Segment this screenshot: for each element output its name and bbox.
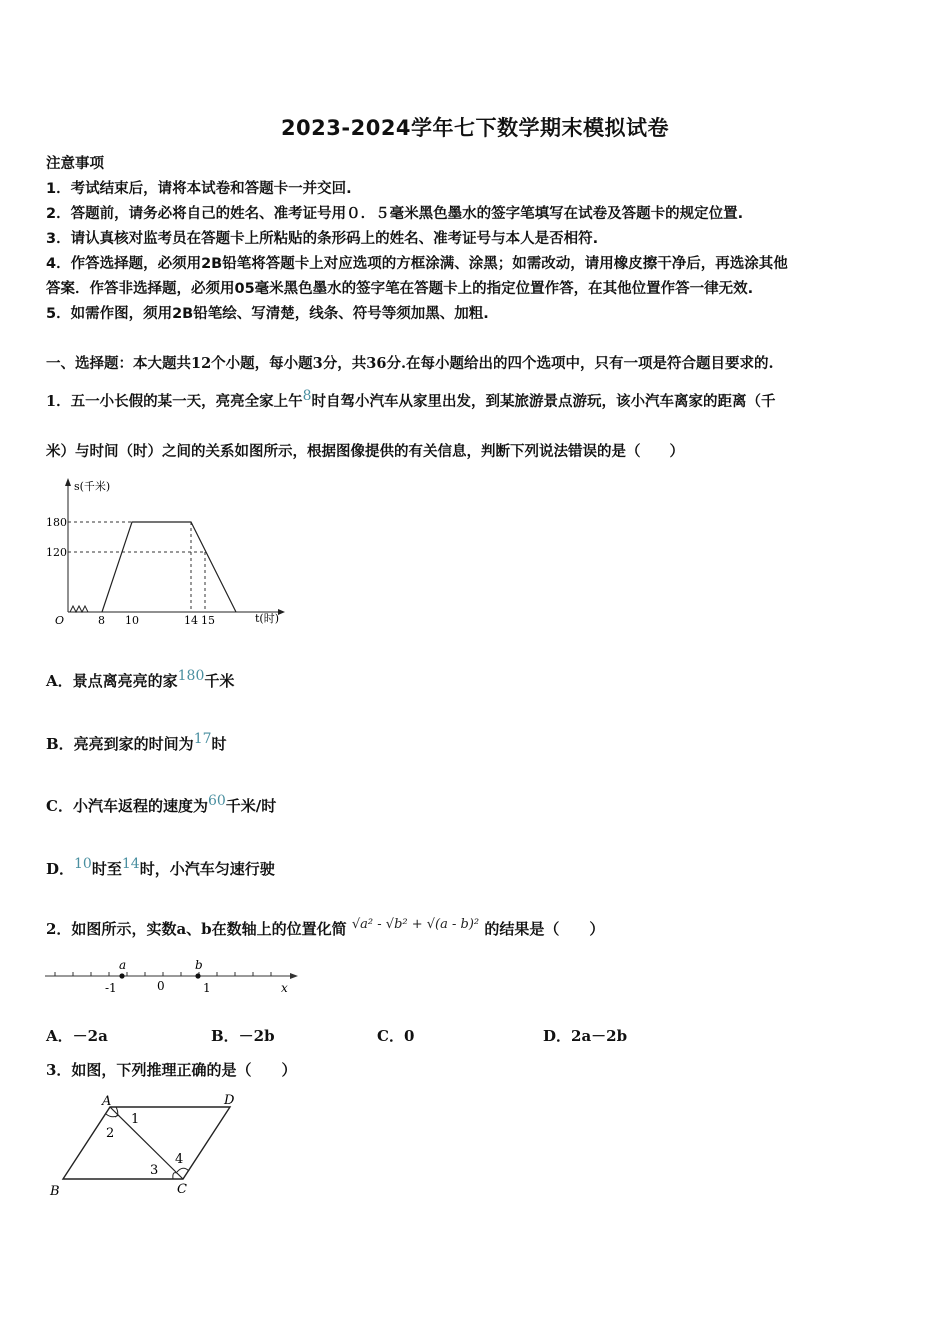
- q1-option-a-unit: 千米: [204, 672, 235, 690]
- ytick-120: 120: [46, 546, 67, 559]
- angle-label-1: 1: [131, 1112, 140, 1127]
- q1-option-b-value: 17: [193, 731, 212, 747]
- tick-label-1: 1: [203, 981, 211, 995]
- axis-x-label: x: [281, 981, 288, 995]
- q2-text-b: 的结果是（ ）: [484, 920, 605, 938]
- xtick-14: 14: [184, 614, 198, 627]
- q1-option-c-value: 60: [207, 793, 226, 809]
- q1-line2: 米）与时间（时）之间的关系如图所示，根据图像提供的有关信息，判断下列说法错误的是（ ）: [46, 443, 684, 460]
- vertex-d: D: [224, 1093, 235, 1108]
- q1-distance-time-graph: [40, 472, 300, 632]
- q3-parallelogram-figure: [40, 1085, 260, 1205]
- xtick-10: 10: [125, 614, 139, 627]
- q2-option-c[interactable]: C．0: [377, 1027, 415, 1045]
- q1-option-c-text: C．小汽车返程的速度为: [46, 797, 208, 815]
- q1-option-d-prefix: D．: [46, 860, 75, 878]
- tick-label-0: 0: [157, 979, 165, 993]
- notice-item-3: 3．请认真核对监考员在答题卡上所粘贴的条形码上的姓名、准考证号与本人是否相符.: [46, 231, 599, 247]
- q2-number-line: [40, 958, 310, 1000]
- point-a: [119, 973, 124, 978]
- y-axis-arrow: [65, 478, 71, 486]
- label-b: b: [195, 958, 203, 972]
- vertex-b: B: [50, 1184, 60, 1199]
- distance-line: [102, 522, 236, 612]
- q1-text-a: 1．五一小长假的某一天，亮亮全家上午: [46, 393, 303, 410]
- number-line-ticks: [55, 972, 271, 976]
- notice-heading: 注意事项: [46, 156, 104, 172]
- xtick-8: 8: [98, 614, 105, 627]
- q1-line1: [46, 390, 776, 411]
- q1-option-a-text: A．景点离亮亮的家: [46, 672, 178, 690]
- vertex-a: A: [102, 1094, 112, 1109]
- q2-option-d[interactable]: D．2a－2b: [543, 1027, 628, 1045]
- q1-option-c-unit: 千米/时: [225, 797, 277, 815]
- axis-break-zigzag: [70, 606, 88, 612]
- notice-item-4-cont: 答案．作答非选择题，必须用05毫米黑色墨水的签字笔在答题卡上的指定位置作答，在其他位置作答一律无效.: [46, 281, 754, 297]
- x-axis-arrow: [278, 609, 285, 615]
- q1-option-d-value-1: 10: [74, 856, 92, 872]
- q2-line: [46, 918, 604, 939]
- graph-ylabel: s(千米): [74, 480, 111, 493]
- q1-option-b-text: B．亮亮到家的时间为: [46, 735, 194, 753]
- q1-option-a-value: 180: [177, 668, 205, 684]
- q1-option-d[interactable]: [46, 858, 275, 879]
- notice-item-1: 1．考试结束后，请将本试卷和答题卡一并交回.: [46, 181, 352, 197]
- notice-item-5: 5．如需作图，须用2B铅笔绘、写清楚，线条、符号等须加黑、加粗.: [46, 306, 489, 322]
- page-title: 2023-2024学年七下数学期末模拟试卷: [280, 116, 670, 140]
- angle-label-4: 4: [175, 1152, 184, 1167]
- label-a: a: [119, 958, 127, 972]
- q1-option-d-value-2: 14: [121, 856, 140, 872]
- q1-option-b-unit: 时: [211, 735, 227, 753]
- angle-label-2: 2: [106, 1126, 115, 1141]
- angle-label-3: 3: [150, 1163, 159, 1178]
- notice-item-4: 4．作答选择题，必须用2B铅笔将答题卡上对应选项的方框涂满、涂黑；如需改动，请用橡皮擦干净后，再选涂其他: [46, 256, 788, 272]
- number-line-arrow: [290, 973, 298, 979]
- graph-origin: O: [55, 614, 65, 627]
- q3-line: 3．如图，下列推理正确的是（ ）: [46, 1061, 297, 1079]
- q1-option-d-text: 时，小汽车匀速行驶: [139, 860, 275, 878]
- q1-text-b: 时自驾小汽车从家里出发，到某旅游景点游玩，该小汽车离家的距离（千: [311, 393, 776, 410]
- q2-option-b[interactable]: B．－2b: [211, 1027, 275, 1045]
- vertex-c: C: [177, 1182, 187, 1197]
- q1-option-a[interactable]: [46, 670, 234, 691]
- q1-highlight-8: 8: [302, 388, 312, 404]
- q1-option-c[interactable]: [46, 795, 276, 816]
- diagonal-ac: [110, 1107, 183, 1179]
- graph-xlabel: t(时): [255, 612, 280, 625]
- q1-option-b[interactable]: [46, 733, 227, 754]
- notice-item-2: 2．答题前，请务必将自己的姓名、准考证号用０．５毫米黑色墨水的签字笔填写在试卷及答题卡的规定位置.: [46, 206, 744, 222]
- angle-arc-3: [173, 1173, 177, 1179]
- q2-text-a: 2．如图所示，实数a、b在数轴上的位置化简: [46, 920, 347, 938]
- tick-label-neg1: -1: [105, 981, 117, 995]
- q2-option-a[interactable]: A．－2a: [46, 1027, 108, 1045]
- q1-option-d-mid: 时至: [91, 860, 122, 878]
- ytick-180: 180: [46, 516, 67, 529]
- section-heading: 一、选择题：本大题共12个小题，每小题3分，共36分.在每小题给出的四个选项中，只有一项是符合题目要求的.: [46, 355, 774, 372]
- point-b: [195, 973, 200, 978]
- xtick-15: 15: [201, 614, 215, 627]
- q2-expression: √a² - √b² + √(a - b)²: [351, 917, 480, 932]
